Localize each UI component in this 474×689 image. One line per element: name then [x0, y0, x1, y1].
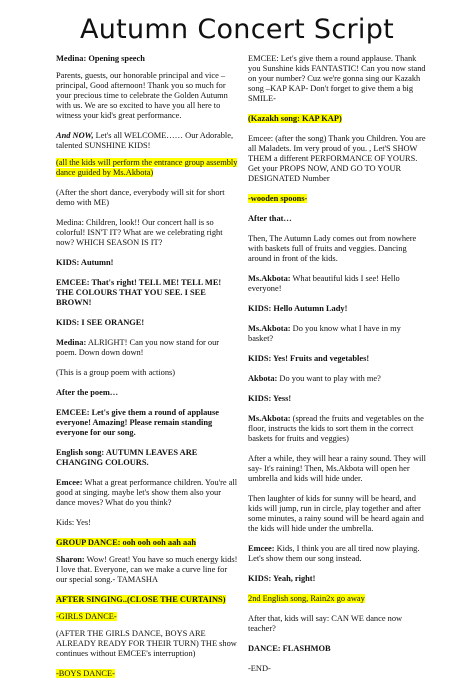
paragraph: Emcee: Kids, I think you are all tired now playing. Let's show them our song instead. — [248, 544, 420, 563]
paragraph: Emcee: What a great performance children. You're all good at singing. maybe let's show them also your dance moves? What do you think? — [56, 478, 238, 507]
paragraph: After a while, they will hear a rainy sound. They will say- It's raining! Then, Ms.Akbota will open her umbrella and kids will hide under. — [248, 454, 426, 483]
section-heading: After the poem… — [56, 388, 119, 397]
paragraph: KIDS: Hello Autumn Lady! — [248, 304, 348, 313]
paragraph: EMCEE: Let's give them a round applause. Thank you Sunshine kids FANTASTIC! Can you now stand on your number? Cuz we're gonna sing our Kazakh song –KAP KAP- Don't forget to give them a big SMILE- — [248, 54, 426, 103]
document-title: Autumn Concert Script — [79, 14, 395, 45]
highlighted-heading: AFTER SINGING..(CLOSE THE CURTAINS) — [56, 595, 226, 604]
highlighted-heading: GROUP DANCE: ooh ooh ooh aah aah — [56, 538, 197, 547]
paragraph: (This is a group poem with actions) — [56, 368, 176, 377]
paragraph: KIDS: Autumn! — [56, 258, 114, 267]
section-heading: After that… — [248, 214, 292, 223]
paragraph: Emcee: (after the song) Thank you Children. You are all Maladets. Im very proud of you. , Let'S SHOW THEM a different PERFORMANCE OF YOURS. Get your PROPS NOW, AND GO TO YOUR DESIGNATED Number — [248, 134, 426, 183]
paragraph: KIDS: Yes! Fruits and vegetables! — [248, 354, 370, 363]
paragraph: Parents, guests, our honorable principal and vice – principal, Good afternoon! Thank you so much for your precious time to celebrate the Golden Autumn with us. We are so excited to have you all here to witness your kid's great performance. — [56, 71, 228, 120]
right-column — [248, 54, 426, 684]
paragraph: And NOW, Let's all WELCOME…… Our Adorable, talented SUNSHINE KIDS! — [56, 131, 234, 150]
paragraph: (After the short dance, everybody will sit for short demo with ME) — [56, 188, 225, 207]
paragraph: (AFTER THE GIRLS DANCE, BOYS ARE ALREADY READY FOR THEIR TURN) THE show continues without EMCEE's interruption) — [56, 629, 237, 658]
paragraph: Ms.Akbota: What beautiful kids I see! Hello everyone! — [248, 274, 400, 293]
paragraph: EMCEE: Let's give them a round of applause everyone! Amazing! Please remain standing everyone for our song. — [56, 408, 219, 437]
paragraph: KIDS: Yess! — [248, 394, 292, 403]
paragraph: KIDS: I SEE ORANGE! — [56, 318, 145, 327]
paragraph: Ms.Akbota: Do you know what I have in my basket? — [248, 324, 401, 343]
paragraph: Then laughter of kids for sunny will be heard, and kids will jump, run in circle, play together and after some minutes, a rainy sound will be heard again and the kids will hide under the umbrella. — [248, 494, 424, 533]
paragraph: Sharon: Wow! Great! You have so much energy kids! I love that. Everyone, can we make a curve line for our special song.- TAMASHA — [56, 555, 238, 584]
highlighted-heading: (Kazakh song: KAP KAP) — [248, 114, 342, 123]
paragraph: After that, kids will say: CAN WE dance now teacher? — [248, 614, 403, 633]
paragraph: Ms.Akbota: (spread the fruits and vegetables on the floor, instructs the kids to sort them in the correct baskets for fruits and veggies) — [248, 414, 424, 443]
highlighted-note: (all the kids will perform the entrance group assembly dance guided by Ms.Akbota) — [56, 158, 238, 177]
paragraph: Then, The Autumn Lady comes out from nowhere with baskets full of fruits and veggies. Dancing around in front of the kids. — [248, 234, 417, 263]
paragraph: Akbota: Do you want to play with me? — [248, 374, 381, 383]
paragraph: DANCE: FLASHMOB — [248, 644, 331, 653]
paragraph: Kids: Yes! — [56, 518, 91, 527]
highlighted-heading: 2nd English song, Rain2x go away — [248, 594, 365, 603]
highlighted-heading: -GIRLS DANCE- — [56, 612, 117, 621]
paragraph: EMCEE: That's right! TELL ME! TELL ME! THE COLOURS THAT YOU SEE. I SEE BROWN! — [56, 278, 222, 307]
opening-speech-heading: Medina: Opening speech — [56, 54, 145, 63]
paragraph: Medina: Children, look!! Our concert hall is so colorful! ISN'T IT? What are we celebrating right now? WHICH SEASON IS IT? — [56, 218, 223, 247]
highlighted-heading: -wooden spoons- — [248, 194, 308, 203]
highlighted-heading: -BOYS DANCE- — [56, 669, 115, 678]
paragraph: Medina: ALRIGHT! Can you now stand for our poem. Down down down! — [56, 338, 220, 357]
paragraph: English song: AUTUMN LEAVES ARE CHANGING COLOURS. — [56, 448, 198, 467]
end-marker: -END- — [248, 664, 271, 673]
left-column — [56, 54, 238, 689]
paragraph: KIDS: Yeah, right! — [248, 574, 316, 583]
